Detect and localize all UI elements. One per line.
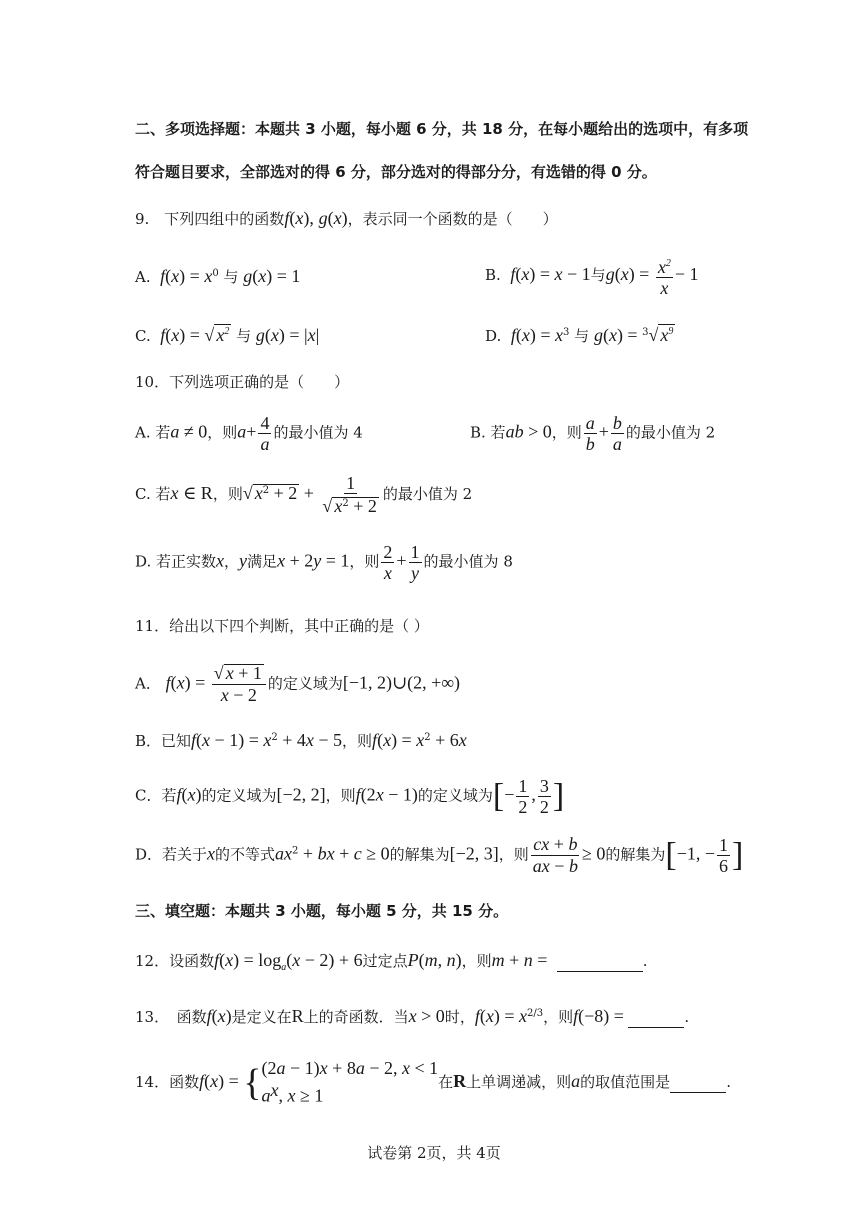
q9-stem: 9. 下列四组中的函数f(x), g(x)，表示同一个函数的是（ ） bbox=[135, 208, 558, 228]
q14-answer-blank[interactable] bbox=[670, 1072, 726, 1093]
q14: 14．函数f(x) = { (2a − 1)x + 8a − 2, x < 1 $a^x$, x ≥ 1 在R上单调递减，则a的取值范围是 . bbox=[135, 1058, 731, 1106]
q10-option-b: B. 若ab > 0，则 $\frac{a}{b}$ + $\frac{b}{a}$ 的最小值为 2 bbox=[470, 413, 716, 454]
q11-option-c: C．若f(x)的定义域为[−2, 2]，则f(2x − 1)的定义域为[− $\frac{1}{2}$ , $\frac{3}{2}$ ] bbox=[135, 776, 565, 817]
q9-option-a: A. $f(x) = x^0$ 与 g(x) = 1 bbox=[135, 266, 301, 286]
q9-option-d: D. $f(x) = x^3$ 与 g(x) = $^3$√ $x^9$ bbox=[485, 325, 674, 345]
section2-line1: 二、多项选择题：本题共 3 小题，每小题 6 分，共 18 分，在每小题给出的选项中，有多项 bbox=[135, 120, 749, 138]
q11-option-b: B．已知$f(x - 1) = x^2 + 4x - 5$，则$f(x) = x^2 + 6x$ bbox=[135, 730, 467, 750]
q10-option-a: A. 若a ≠ 0，则a+ $\frac{4}{a}$ 的最小值为 4 bbox=[135, 413, 363, 454]
q10-option-c: C. 若x ∈ R，则√ $x^2 + 2$ + $\frac{1}{√ x^2 + 2}$ 的最小值为 2 bbox=[135, 473, 473, 516]
q9-option-c: C. f(x) = √ $x^2$ 与 g(x) = |x| bbox=[135, 325, 320, 345]
q13-answer-blank[interactable] bbox=[628, 1007, 684, 1028]
q11-option-d: D．若关于x的不等式$ax^2$ + bx + c ≥ 0的解集为[−2, 3]，则 $\frac{cx + b}{ax - b}$ ≥ 0的解集为[−1, − $\frac{1}{6}$ ] bbox=[135, 834, 744, 876]
q13: 13． 函数f(x)是定义在R上的奇函数．当x > 0时，$f(x) = x^{2/3}$，则f(−8) = . bbox=[135, 1006, 690, 1026]
q12-answer-blank[interactable] bbox=[557, 951, 643, 972]
page-footer: 试卷第 2页，共 4页 bbox=[367, 1144, 501, 1162]
q12: 12．设函数$f(x) = \log_a(x - 2) + 6$过定点P(m, n)，则m + n = . bbox=[135, 950, 648, 973]
q11-option-a: A． f(x) = $\frac{√ x + 1}{x - 2}$ 的定义域为[−1, 2)∪(2, +∞) bbox=[135, 663, 461, 705]
q10-stem: 10．下列选项正确的是（ ） bbox=[135, 373, 350, 391]
q10-option-d: D. 若正实数x，y满足x + 2y = 1，则 $\frac{2}{x}$ + $\frac{1}{y}$ 的最小值为 8 bbox=[135, 542, 513, 583]
q9-option-b: B. f(x) = x − 1与g(x) = $\frac{x^2}{x}$ − 1 bbox=[485, 254, 699, 298]
section3-title: 三、填空题：本题共 3 小题，每小题 5 分，共 15 分。 bbox=[135, 902, 509, 920]
section2-line2: 符合题目要求，全部选对的得 6 分，部分选对的得部分分，有选错的得 0 分。 bbox=[135, 163, 657, 181]
q11-stem: 11．给出以下四个判断，其中正确的是（ ） bbox=[135, 617, 429, 635]
